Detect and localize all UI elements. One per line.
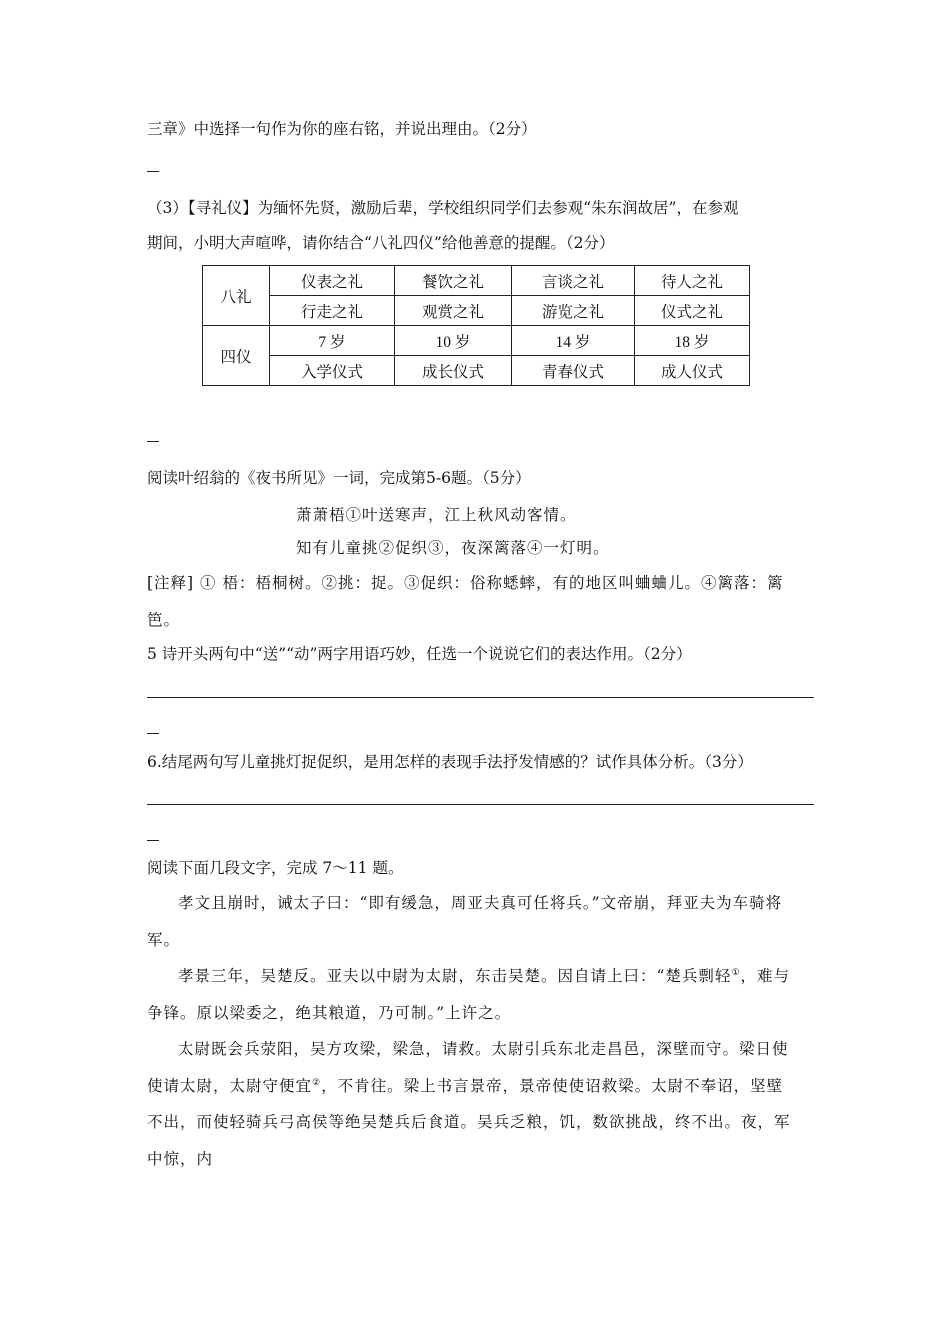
table-cell: 成长仪式 [395,356,512,386]
question-4-3-line2: 期间，小明大声喧哗，请你结合“八礼四仪”给他善意的提醒。（2分） [147,234,615,252]
footnote-marker: ② [312,1078,322,1088]
bali-label: 八礼 [203,266,270,326]
passage-intro: 阅读下面几段文字，完成 7～11 题。 [147,859,404,877]
question-5: 5 诗开头两句中“送”“动”两字用语巧妙，任选一个说说它们的表达作用。（2分） [147,645,692,663]
table-cell: 10 岁 [395,326,512,356]
passage-p2-line1 [178,966,790,986]
answer-dash [147,840,159,841]
poem-intro: 阅读叶绍翁的《夜书所见》一词，完成第5-6题。（5分） [147,469,531,487]
siyi-label: 四仪 [203,326,270,386]
poem-line-2: 知有儿童挑②促织③，夜深篱落④一灯明。 [296,539,610,557]
table-cell: 游览之礼 [512,296,635,326]
answer-line[interactable] [147,697,814,698]
passage-text: 使请太尉，太尉守便宜 [147,1077,313,1095]
question-4-3-line1: （3）【寻礼仪】为缅怀先贤，激励后辈，学校组织同学们去参观“朱东润故居”，在参观 [147,199,739,217]
poem-line-1: 萧萧梧①叶送寒声，江上秋风动客情。 [296,506,577,524]
footnote-marker: ① [731,968,741,978]
table-cell: 言谈之礼 [512,266,635,296]
table-cell: 待人之礼 [635,266,750,296]
passage-p2-line2: 争锋。原以梁委之，绝其粮道，乃可制。”上许之。 [147,1004,512,1022]
passage-p3-line2 [147,1076,783,1096]
passage-text: ，难与 [740,967,791,985]
table-cell: 青春仪式 [512,356,635,386]
table-cell: 18 岁 [635,326,750,356]
table-cell: 入学仪式 [270,356,395,386]
table-cell: 餐饮之礼 [395,266,512,296]
passage-p3-line4: 中惊，内 [147,1150,214,1168]
passage-p1-line1: 孝文且崩时，诫太子曰：“即有缓急，周亚夫真可任将兵。”文帝崩，拜亚夫为车骑将 [178,894,783,912]
table-cell: 仪式之礼 [635,296,750,326]
answer-dash [147,441,159,442]
passage-p1-line2: 军。 [147,931,181,949]
passage-p3-line1: 太尉既会兵荥阳，吴方攻梁，梁急，请救。太尉引兵东北走昌邑，深壁而守。梁日使 [178,1040,789,1058]
question-4-tail: 三章》中选择一句作为你的座右铭，并说出理由。（2分） [147,120,537,138]
poem-note-line1: [注释] ① 梧：梧桐树。②挑：捉。③促织：俗称蟋蟀，有的地区叫蛐蛐儿。④篱落：篱 [147,574,784,592]
passage-text: 孝景三年，吴楚反。亚夫以中尉为太尉，东击吴楚。因自请上曰：“楚兵剽轻 [178,967,732,985]
ba-li-si-yi-table [202,265,750,386]
poem-note-line2: 笆。 [147,611,181,629]
table-cell: 7 岁 [270,326,395,356]
passage-p3-line3: 不出，而使轻骑兵弓高侯等绝吴楚兵后食道。吴兵乏粮，饥，数欲挑战，终不出。夜，军 [147,1113,791,1131]
passage-text: ，不肯往。梁上书言景帝，景帝使使诏救梁。太尉不奉诏，坚壁 [321,1077,784,1095]
table-cell: 仪表之礼 [270,266,395,296]
table-cell: 观赏之礼 [395,296,512,326]
table-cell: 成人仪式 [635,356,750,386]
table-cell: 行走之礼 [270,296,395,326]
answer-dash [147,733,159,734]
table-cell: 14 岁 [512,326,635,356]
question-6: 6.结尾两句写儿童挑灯捉促织，是用怎样的表现手法抒发情感的？试作具体分析。（3分） [147,753,753,771]
answer-line[interactable] [147,804,814,805]
answer-dash [147,171,159,172]
